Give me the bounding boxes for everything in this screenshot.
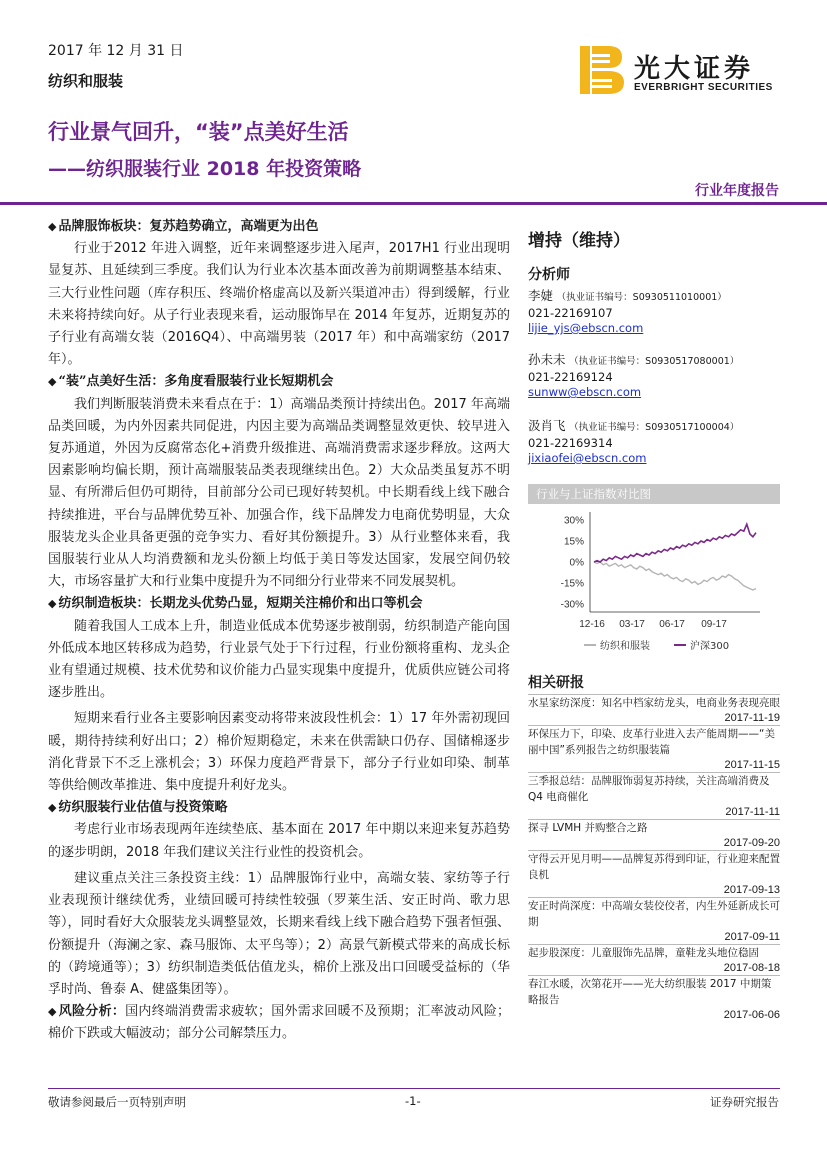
diamond-bullet-icon: ◆	[48, 597, 57, 611]
series-line-hs300	[594, 524, 756, 562]
related-report-title[interactable]: 环保压力下，印染、皮革行业进入去产能周期——“美丽中国”系列报告之纺织服装篇	[528, 728, 775, 756]
related-report-title[interactable]: 守得云开见月明——品牌复苏得到印证，行业迎来配置良机	[528, 853, 780, 881]
risk-label: 风险分析：	[58, 1004, 126, 1020]
related-report-date: 2017-11-15	[724, 759, 780, 771]
report-type: 行业年度报告	[695, 183, 779, 199]
analyst-email-link[interactable]: lijie_yjs@ebscn.com	[528, 321, 644, 335]
paragraph: 随着我国人工成本上升，制造业低成本优势逐步被削弱，纺织制造产能向国外低成本地区转移成为趋势，行业景气处于下行过程，行业份额将重构、龙头企业有望通过规模、技术优势和议价能力凸显实现集中度提升，优质供应链公司将逐步胜出。	[48, 618, 510, 701]
company-name-en: EVERBRIGHT SECURITIES	[634, 82, 773, 93]
company-name-cn: 光大证券	[634, 54, 755, 84]
related-report-date: 2017-09-11	[724, 931, 780, 943]
related-report-item[interactable]	[528, 850, 780, 897]
footer-disclaimer: 敬请参阅最后一页特别声明	[48, 1095, 186, 1109]
x-tick-label: 03-17	[619, 619, 645, 630]
diamond-bullet-icon: ◆	[48, 801, 57, 815]
diamond-bullet-icon: ◆	[48, 220, 57, 233]
section-lifestyle	[48, 371, 510, 593]
analyst-email-link[interactable]: jixiaofei@ebscn.com	[528, 451, 647, 465]
related-report-item[interactable]	[528, 772, 780, 819]
section-brand	[48, 216, 510, 371]
analyst-name: 孙未未	[528, 352, 566, 367]
related-report-item[interactable]	[528, 944, 780, 975]
section-heading: 纺织服装行业估值与投资策略	[58, 800, 228, 816]
section-heading: 品牌服饰板块：复苏趋势确立，高端更为出色	[58, 219, 319, 234]
y-tick-label: -30%	[560, 599, 584, 611]
related-report-date: 2017-09-20	[723, 837, 780, 849]
y-tick-label: -15%	[560, 578, 584, 590]
analyst-license: （执业证书编号：S0930517080001）	[569, 356, 740, 367]
series-line-textile	[594, 562, 756, 590]
main-content	[48, 216, 510, 1046]
legend-label: 纺织和服装	[600, 641, 650, 652]
y-tick-label: 30%	[563, 515, 584, 527]
paragraph: 建议重点关注三条投资主线：1）品牌服饰行业中，高端女装、家纺等子行业表现预计继续优秀，业绩回暖可持续性较强（罗莱生活、安正时尚、歌力思等），同时看好大众服装龙头调整显效，长期来看线上线下融合趋势下强者恒强、份额提升（海澜之家、森马服饰、太平鸟等）；2）高景气新模式带来的高成长标的（跨境通等）；3）纺织制造类低估值龙头，棉价上涨及出口回暖受益标的（华孚时尚、鲁泰 A、健盛集团等）。	[48, 870, 510, 997]
rating: 增持（维持）	[528, 231, 630, 251]
related-report-title[interactable]: 起步股深度：儿童服饰先品牌，童鞋龙头地位稳固	[528, 947, 759, 959]
footer-label: 证券研究报告	[710, 1095, 779, 1109]
related-report-title[interactable]: 三季报总结：品牌服饰弱复苏持续，关注高端消费及 Q4 电商催化	[528, 775, 770, 803]
related-report-item[interactable]	[528, 725, 780, 772]
comparison-chart	[528, 506, 780, 656]
related-report-item[interactable]	[528, 897, 780, 944]
risk-text: 国内终端消费需求疲软；国外需求回暖不及预期；汇率波动风险；棉价下跌或大幅波动；部分公司解禁压力。	[48, 1004, 510, 1042]
y-tick-label: 0%	[569, 557, 584, 569]
risk-analysis	[48, 1001, 510, 1045]
related-report-date: 2017-11-19	[724, 712, 780, 724]
industry-label: 纺织和服装	[48, 72, 124, 90]
related-reports-heading: 相关研报	[528, 675, 584, 691]
related-report-title[interactable]: 春江水暖，次第花开——光大纺织服装 2017 中期策略报告	[528, 978, 772, 1006]
page-title: 行业景气回升，“装”点美好生活	[48, 120, 349, 144]
related-report-title[interactable]: 探寻 LVMH 并购整合之路	[528, 822, 648, 834]
paragraph: 考虑行业市场表现两年连续垫底、基本面在 2017 年中期以来迎来复苏趋势的逐步明朗，2018 年我们建议关注行业性的投资机会。	[48, 822, 510, 860]
x-tick-label: 12-16	[579, 619, 605, 630]
analyst-card	[528, 418, 780, 467]
related-report-date: 2017-11-11	[725, 806, 780, 818]
analyst-phone: 021-22169124	[528, 369, 613, 384]
section-heading: 纺织制造板块：长期龙头优势凸显，短期关注棉价和出口等机会	[58, 596, 423, 612]
related-reports-list	[528, 694, 780, 1022]
analyst-card	[528, 352, 780, 401]
chart-heading: 行业与上证指数对比图	[528, 484, 780, 504]
section-valuation	[48, 797, 510, 1001]
analyst-name: 李婕	[528, 288, 554, 303]
paragraph: 行业于2012 年进入调整，近年来调整逐步进入尾声，2017H1 行业出现明显复苏、且延续到三季度。我们认为行业本次基本面改善为前期调整基本结束、三大行业性问题（库存积压、终端价格虚高以及新兴渠道冲击）得到缓解，行业未来将持续向好。从子行业表现来看，运动服饰早在 2014 年复苏，近期复苏的子行业有高端女装（2016Q4）、中高端男装（2017 年）和中高端家纺（2017 年）。	[48, 241, 510, 368]
analyst-email-link[interactable]: sunww@ebscn.com	[528, 385, 642, 399]
legend-label: 沪深300	[690, 641, 730, 652]
analyst-license: （执业证书编号：S0930511010001）	[556, 292, 727, 303]
analyst-phone: 021-22169107	[528, 305, 613, 320]
analyst-name: 汲肖飞	[528, 418, 566, 433]
header-divider	[0, 202, 827, 205]
paragraph: 我们判断服装消费未来看点在于：1）高端品类预计持续出色。2017 年高端品类回暖，为内外因素共同促进，内因主要为高端品类调整显效更快、较早进入复苏通道，外因为反腐常态化+消费升级推进、高端消费需求逐步释放。这两大因素影响均偏长期，预计高端服装品类表现继续出色。2）大众品类虽复苏不明显、有所滞后但仍可期待，目前部分公司已现好转契机。中长期看线上线下融合持续推进，平台与品牌优势互补、加强合作，线下品牌发力电商优势明显，大众服装龙头企业具备更强的竞争实力、看好其份额提升。3）从行业整体来看，我国服装行业从人均消费额和龙头份额上均低于美日等发达国家，发展空间仍较大，市场容量扩大和行业集中度提升为不同细分行业带来不同发展契机。	[48, 396, 510, 590]
y-tick-label: 15%	[563, 536, 584, 548]
report-date: 2017 年 12 月 31 日	[48, 43, 184, 59]
analyst-phone: 021-22169314	[528, 435, 613, 450]
related-report-date: 2017-08-18	[723, 962, 780, 974]
related-report-title[interactable]: 安正时尚深度：中高端女装佼佼者，内生外延新成长可期	[528, 900, 780, 928]
related-report-item[interactable]	[528, 975, 780, 1022]
analyst-heading: 分析师	[528, 267, 570, 283]
related-report-date: 2017-06-06	[723, 1009, 780, 1021]
diamond-bullet-icon: ◆	[48, 1005, 57, 1019]
related-report-title[interactable]: 水星家纺深度：知名中档家纺龙头，电商业务表现亮眼	[528, 697, 780, 709]
page-subtitle: ——纺织服装行业 2018 年投资策略	[48, 158, 362, 180]
section-heading: “装”点美好生活：多角度看服装行业长短期机会	[58, 374, 334, 390]
related-report-item[interactable]	[528, 694, 780, 725]
diamond-bullet-icon: ◆	[48, 375, 57, 389]
analyst-license: （执业证书编号：S0930517100004）	[569, 422, 740, 433]
related-report-date: 2017-09-13	[723, 884, 780, 896]
paragraph: 短期来看行业各主要影响因素变动将带来波段性机会：1）17 年外需初现回暖，期待持续利好出口；2）棉价短期稳定，未来在供需缺口仍存、国储棉逐步消化背景下不乏上涨机会；3）环保力度趋严背景下，部分子行业如印染、制革等供给侧改革推进、集中度提升利好龙头。	[48, 711, 510, 794]
everbright-logo-icon	[578, 44, 626, 96]
footer-divider	[48, 1088, 780, 1089]
related-report-item[interactable]	[528, 819, 780, 850]
x-tick-label: 09-17	[701, 619, 727, 630]
page-number: -1-	[405, 1094, 421, 1108]
analyst-card	[528, 288, 780, 337]
x-tick-label: 06-17	[659, 619, 685, 630]
section-manufacturing	[48, 593, 510, 797]
company-logo	[578, 44, 778, 96]
